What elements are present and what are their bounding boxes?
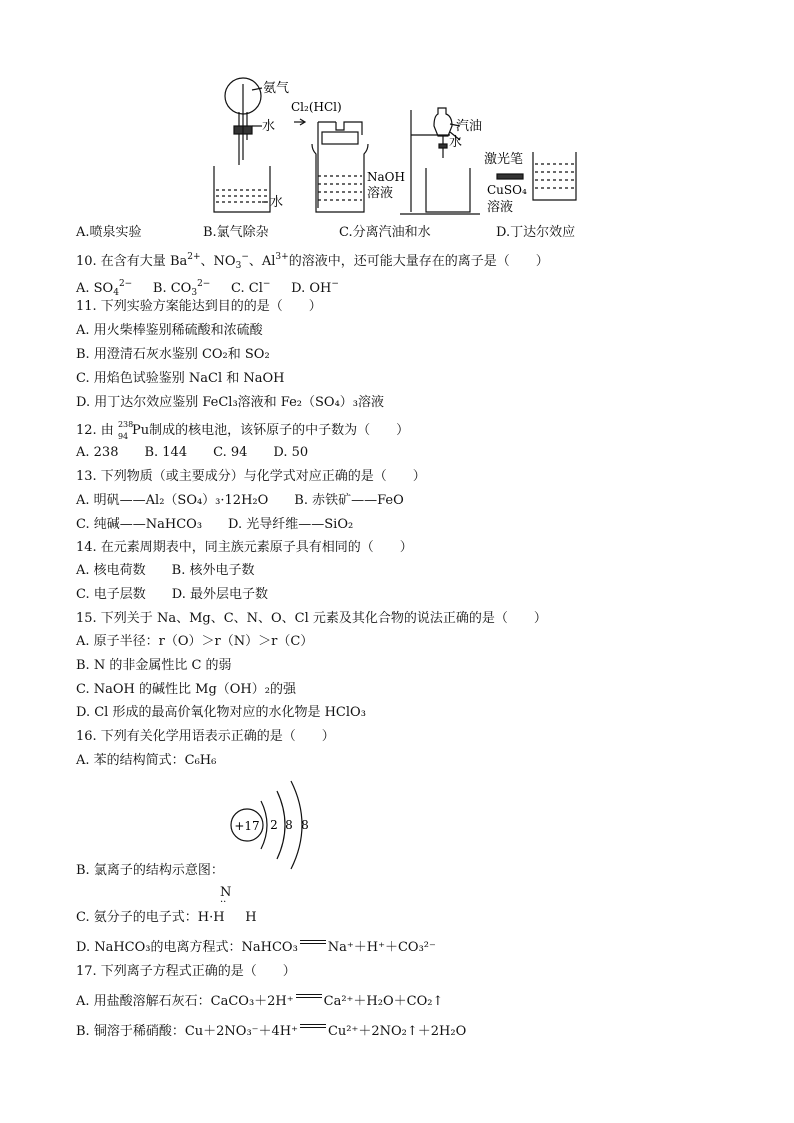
shell-3-electrons: 8: [301, 818, 309, 832]
q17-option-a: A. 用盐酸溶解石灰石：CaCO₃＋2H⁺ Ca²⁺＋H₂O＋CO₂↑: [76, 994, 444, 1009]
chloride-ion-structure-diagram: [225, 773, 345, 873]
q16-option-c: C. 氨分子的电子式：H·H H: [76, 910, 257, 925]
naoh-label: NaOH: [367, 170, 405, 184]
q11-option-a: A. 用火柴棒鉴别稀硫酸和浓硫酸: [76, 323, 263, 338]
q13-stem: 13. 下列物质（或主要成分）与化学式对应正确的是（ ）: [76, 469, 426, 484]
q12-options: A. 238 B. 144 C. 94 D. 50: [76, 445, 309, 460]
equals-sign: [300, 1024, 326, 1028]
figure-label-c: C.分离汽油和水: [339, 225, 431, 240]
ammonia-label: 氨气: [263, 81, 290, 96]
q17-stem: 17. 下列离子方程式正确的是（ ）: [76, 964, 296, 979]
q11-option-c: C. 用焰色试验鉴别 NaCl 和 NaOH: [76, 371, 285, 386]
q12-stem: 12. 由 238 94 Pu制成的核电池，该钚原子的中子数为（ ）: [76, 420, 410, 441]
nucleus-charge: +17: [234, 819, 260, 833]
shell-2-electrons: 8: [285, 818, 293, 832]
gasoline-label: 汽油: [456, 119, 483, 134]
figure-label-b: B.氯气除杂: [203, 225, 269, 240]
shell-1-electrons: 2: [270, 818, 278, 832]
cl2-label: Cl₂(HCl): [291, 100, 342, 114]
q13-options-ab: A. 明矾——Al₂（SO₄）₃·12H₂O B. 赤铁矿——FeO: [76, 493, 404, 508]
q14-options-cd: C. 电子层数 D. 最外层电子数: [76, 587, 268, 602]
cuso4-solution-label: 溶液: [487, 200, 514, 215]
equals-sign: [296, 994, 322, 998]
cuso4-label: CuSO₄: [487, 183, 527, 197]
q15-option-c: C. NaOH 的碱性比 Mg（OH）₂的强: [76, 682, 296, 697]
q17-option-b: B. 铜溶于稀硝酸：Cu＋2NO₃⁻＋4H⁺ Cu²⁺＋2NO₂↑＋2H₂O: [76, 1024, 467, 1039]
q15-stem: 15. 下列关于 Na、Mg、C、N、O、Cl 元素及其化合物的说法正确的是（ ）: [76, 611, 547, 626]
nh3-lone-pair: ··: [220, 897, 227, 908]
figure-label-d: D.丁达尔效应: [496, 225, 576, 240]
q11-option-b: B. 用澄清石灰水鉴别 CO₂和 SO₂: [76, 347, 270, 362]
q14-stem: 14. 在元素周期表中，同主族元素原子具有相同的（ ）: [76, 540, 413, 555]
nh3-n-atom: N: [220, 885, 232, 900]
q16-option-b: B. 氯离子的结构示意图：: [76, 863, 224, 878]
water-top-label: 水: [262, 119, 276, 134]
q16-option-d: D. NaHCO₃的电离方程式：NaHCO₃ Na⁺＋H⁺＋CO₃²⁻: [76, 940, 436, 955]
q14-options-ab: A. 核电荷数 B. 核外电子数: [76, 563, 255, 578]
q16-stem: 16. 下列有关化学用语表示正确的是（ ）: [76, 729, 335, 744]
water-funnel-label: 水: [449, 135, 463, 150]
water-bottom-label: 水: [270, 195, 284, 210]
q16-option-a: A. 苯的结构简式：C₆H₆: [76, 753, 217, 768]
q15-option-a: A. 原子半径：r（O）＞r（N）＞r（C）: [76, 634, 314, 649]
q10-options: A. $SO_4^{2-}$ B. $CO_3^{2-}$ C. Cl− D. OH−: [76, 279, 339, 298]
gas-washing-bottle: [294, 119, 368, 212]
fountain-apparatus: [214, 78, 270, 212]
q10-stem: 10. 在含有大量 $Ba^{2+}$、$NO_3^-$、$Al^{3+}$的溶液中，还可能大量存在的离子是（ ）: [76, 252, 549, 271]
equals-sign: [300, 940, 326, 944]
laser-label: 激光笔: [484, 152, 524, 167]
apparatus-figures: [0, 0, 794, 220]
q13-options-cd: C. 纯碱——NaHCO₃ D. 光导纤维——SiO₂: [76, 517, 354, 532]
q11-option-d: D. 用丁达尔效应鉴别 FeCl₃溶液和 Fe₂（SO₄）₃溶液: [76, 395, 385, 410]
q15-option-d: D. Cl 形成的最高价氧化物对应的水化物是 HClO₃: [76, 705, 366, 720]
figure-label-a: A.喷泉实验: [76, 225, 142, 240]
q15-option-b: B. N 的非金属性比 C 的弱: [76, 658, 232, 673]
naoh-solution-label: 溶液: [367, 186, 394, 201]
q11-stem: 11. 下列实验方案能达到目的的是（ ）: [76, 299, 322, 314]
